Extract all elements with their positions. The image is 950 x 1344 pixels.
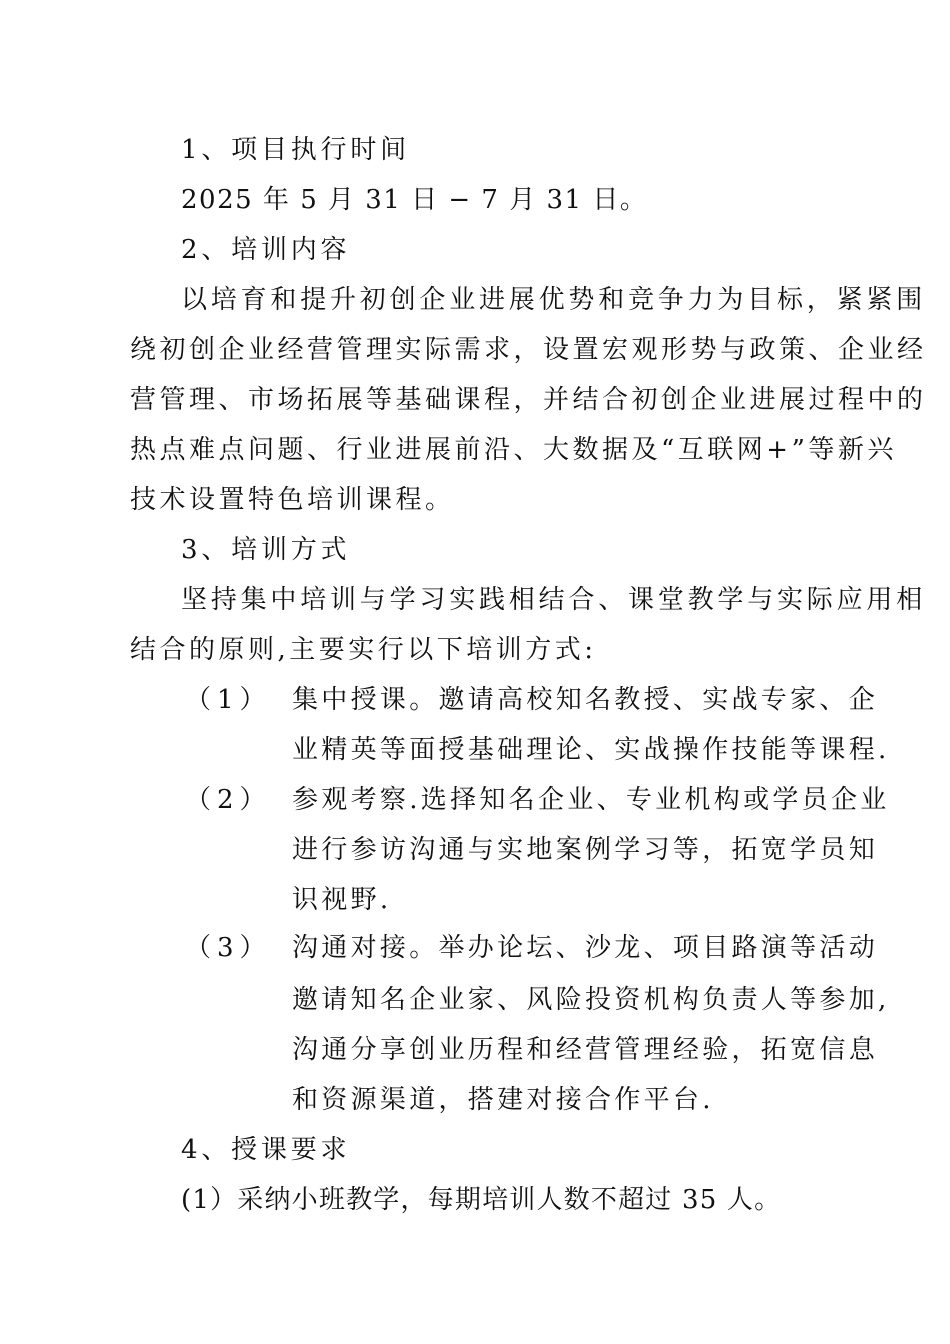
list-item-line: 进行参访沟通与实地案例学习等，拓宽学员知 <box>292 835 879 865</box>
paragraph-line: 热点难点问题、行业进展前沿、大数据及“互联网+”等新兴 <box>130 435 897 465</box>
section-heading-2: 2、培训内容 <box>181 235 351 265</box>
paragraph-line: 结合的原则,主要实行以下培训方式: <box>130 635 597 665</box>
paragraph-line: 技术设置特色培训课程。 <box>130 485 455 515</box>
list-item-line: 和资源渠道，搭建对接合作平台. <box>292 1085 714 1115</box>
paragraph-line: 以培育和提升初创企业进展优势和竞争力为目标，紧紧围 <box>181 285 927 315</box>
list-item-line: 识视野. <box>292 885 392 915</box>
paragraph-line: 营管理、市场拓展等基础课程，并结合初创企业进展过程中的 <box>130 385 927 415</box>
list-item-number: （1） <box>185 685 272 715</box>
list-item-line: 参观考察.选择知名企业、专业机构或学员企业 <box>292 785 890 815</box>
section-heading-1: 1、项目执行时间 <box>181 135 410 165</box>
list-item-line: 邀请知名企业家、风险投资机构负责人等参加, <box>292 985 890 1015</box>
list-item-line: 集中授课。邀请高校知名教授、实战专家、企 <box>292 685 879 715</box>
execution-period: 2025 年 5 月 31 日 − 7 月 31 日。 <box>181 185 648 215</box>
section-heading-4: 4、授课要求 <box>181 1135 351 1165</box>
section-heading-3: 3、培训方式 <box>181 535 351 565</box>
list-item-number: （3） <box>185 933 272 963</box>
paragraph-line: (1）采纳小班教学，每期培训人数不超过 35 人。 <box>181 1185 782 1215</box>
list-item-line: 业精英等面授基础理论、实战操作技能等课程. <box>292 735 890 765</box>
paragraph-line: 绕初创企业经营管理实际需求，设置宏观形势与政策、企业经 <box>130 335 927 365</box>
paragraph-line: 坚持集中培训与学习实践相结合、课堂教学与实际应用相 <box>181 585 927 615</box>
list-item-line: 沟通对接。举办论坛、沙龙、项目路演等活动 <box>292 933 879 963</box>
list-item-number: （2） <box>185 785 272 815</box>
list-item-line: 沟通分享创业历程和经营管理经验，拓宽信息 <box>292 1035 879 1065</box>
